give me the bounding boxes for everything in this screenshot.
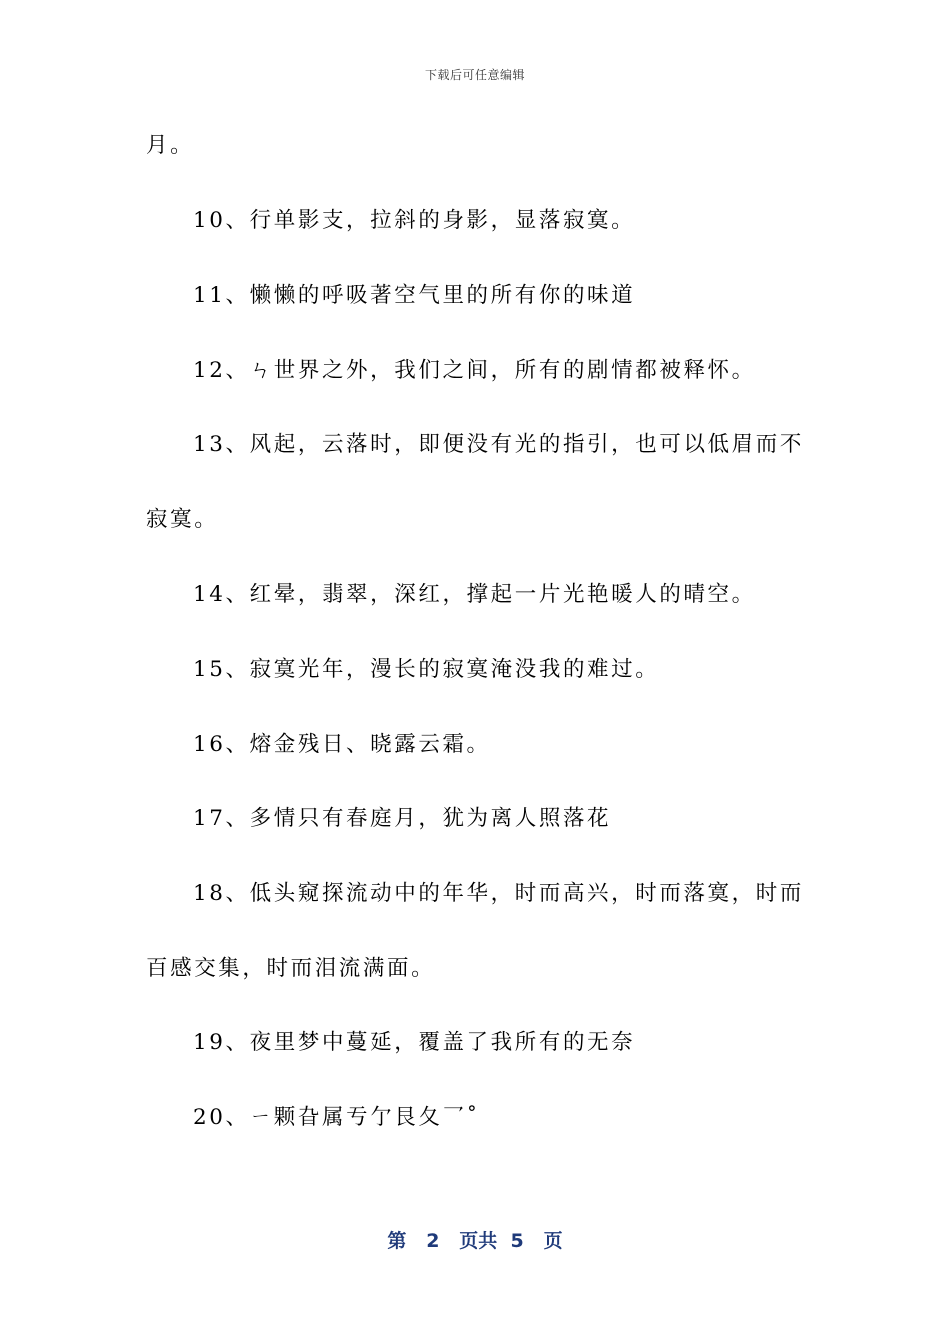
text-line: 13、风起，云落时，即便没有光的指引，也可以低眉而不 (193, 432, 804, 457)
page-header: 下载后可任意编辑 (424, 68, 525, 82)
page-footer (0, 1226, 950, 1253)
text-line: 18、低头窥探流动中的年华，时而高兴，时而落寞，时而 (193, 881, 804, 906)
text-line: 17、多情只有春庭月，犹为离人照落花 (193, 806, 612, 831)
text-line: 10、行单影支，拉斜的身影，显落寂寞。 (193, 208, 636, 233)
text-line: 20、ㄧ颗旮属亐亇艮夂乛˚ (193, 1105, 480, 1130)
footer-current-page: 2 (426, 1230, 440, 1252)
footer-prefix: 第 (387, 1230, 407, 1252)
text-line: 16、熔金残日、晓露云霜。 (193, 732, 491, 757)
text-line: 14、红晕，翡翠，深红，撑起一片光艳暖人的晴空。 (193, 582, 756, 607)
footer-total-pages: 5 (510, 1230, 524, 1252)
text-line: 15、寂寞光年，漫长的寂寞淹没我的难过。 (193, 657, 660, 682)
text-line: 寂寞。 (146, 507, 219, 532)
text-line: 百感交集，时而泪流满面。 (146, 956, 436, 981)
text-line: 19、夜里梦中蔓延，覆盖了我所有的无奈 (193, 1030, 636, 1055)
text-line: 11、懒懒的呼吸著空气里的所有你的味道 (193, 283, 636, 308)
footer-middle: 页共 (459, 1230, 498, 1252)
footer-suffix: 页 (543, 1230, 563, 1252)
text-line: 12、ㄣ世界之外，我们之间，所有的剧情都被释怀。 (193, 358, 756, 383)
text-line: 月。 (146, 133, 195, 158)
